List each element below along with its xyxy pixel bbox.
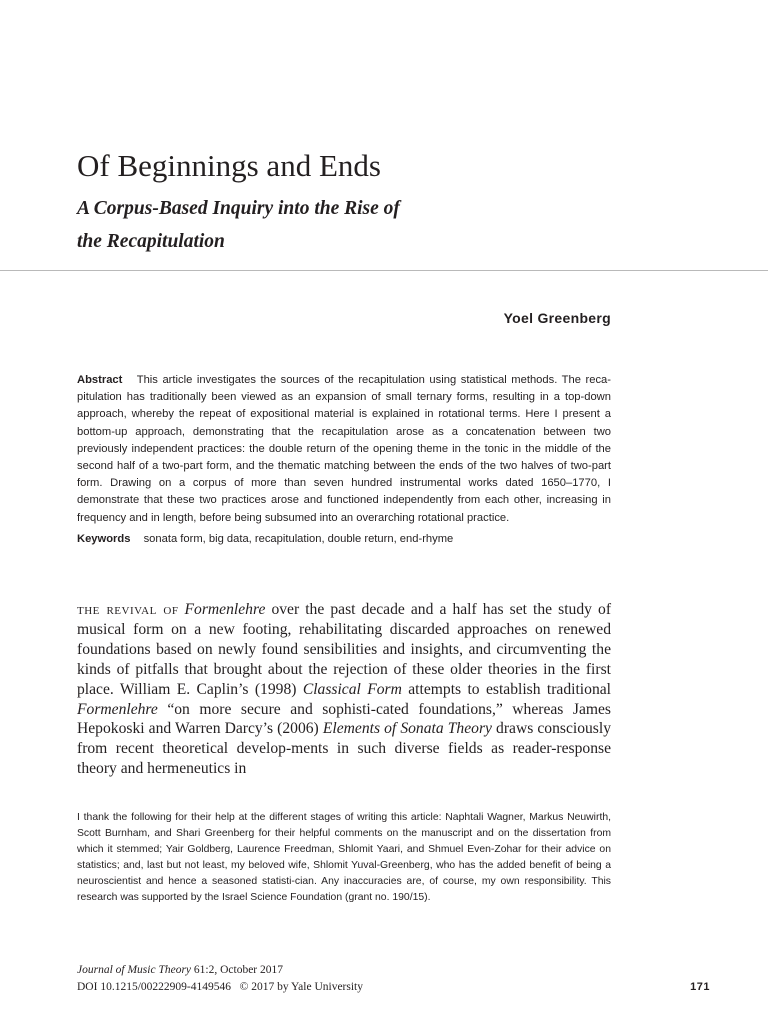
footer-journal-issue: 61:2, October 2017	[191, 964, 284, 976]
body-italic-formenlehre-1: Formenlehre	[184, 601, 266, 618]
footer-journal-citation	[77, 962, 283, 978]
article-title: Of Beginnings and Ends	[77, 148, 381, 183]
keywords-label: Keywords	[77, 533, 131, 545]
header-divider-rule	[0, 270, 768, 271]
abstract-text: This article investigates the sources of the recapitulation using statistical methods. The reca-pitulation has traditionally been viewed as an expansion of small ternary forms, resulting in a top-down approach, whereby the repeat of expositional material is explained in rotational terms. Here I present a bottom-up approach, demonstrating that the recapitulation arose as a concatenation between two previously independent practices: the double return of the opening theme in the tonic in the middle of the second half of a two-part form, and the thematic matching between the ends of the two halves of two-part form. Drawing on a corpus of more than seven hundred instrumental works dated 1650–1770, I demonstrate that these two practices arose and functioned independently from each other, increasing in frequency and in length, before being subsumed into an overarching rotational practice.	[77, 374, 611, 524]
article-subtitle-line-2: the Recapitulation	[77, 231, 225, 252]
acknowledgement-footnote: I thank the following for their help at the different stages of writing this article: Naphtali Wagner, Markus Neuwirth, Scott Burnham, and Shari Greenberg for their helpful comments on the manuscript and on the dissertation from which it stemmed; Yair Goldberg, Laurence Freedman, Shlomit Yaari, and Shmuel Even-Zohar for their advice on statistics; and, last but not least, my beloved wife, Shlomit Yuval-Greenberg, who has the added benefit of being a neuroscientist and hence a seasoned statisti-cian. Any inaccuracies are, of course, my own responsibility. This research was supported by the Israel Science Foundation (grant no. 190/15).	[77, 812, 611, 904]
body-italic-formenlehre-2: Formenlehre	[77, 700, 158, 718]
author-name: Yoel Greenberg	[503, 310, 611, 326]
article-subtitle	[77, 192, 497, 258]
keywords-text: sonata form, big data, recapitulation, double return, end-rhyme	[143, 533, 454, 545]
body-text-segment-6: “on more secure and sophisti-cated foundations,” whereas James Hepokoski and Warren Darcy’s (2006)	[77, 700, 611, 738]
page-number: 171	[690, 981, 710, 993]
abstract-label: Abstract	[77, 374, 123, 386]
body-lead-in: the revival of	[77, 601, 179, 618]
body-paragraph	[77, 600, 611, 779]
body-text-segment-2: over the past decade and a half has set the study of musical form on a new footing, rehabilitating discarded approaches on renewed foundations based on newly found sensibilities and insights, and circumventing the kinds of pitfalls that brought about the rejection of these older theories in the first place. William E. Caplin’s (1998)	[77, 601, 612, 698]
body-italic-classical-form: Classical Form	[302, 680, 402, 698]
footer-journal-name: Journal of Music Theory	[77, 964, 192, 976]
keywords-block	[77, 531, 453, 548]
body-italic-elements-of-sonata-theory: Elements of Sonata Theory	[322, 720, 492, 738]
footer-doi-copyright: DOI 10.1215/00222909-4149546 © 2017 by Yale University	[77, 981, 364, 993]
body-text-segment-8: draws consciously from recent theoretical develop-ments in such diverse fields as reader-response theory and hermeneutics in	[77, 720, 612, 778]
body-text-segment-4: attempts to establish traditional	[401, 680, 611, 698]
article-subtitle-line-1: A Corpus-Based Inquiry into the Rise of	[77, 198, 400, 219]
abstract-block	[77, 372, 611, 527]
